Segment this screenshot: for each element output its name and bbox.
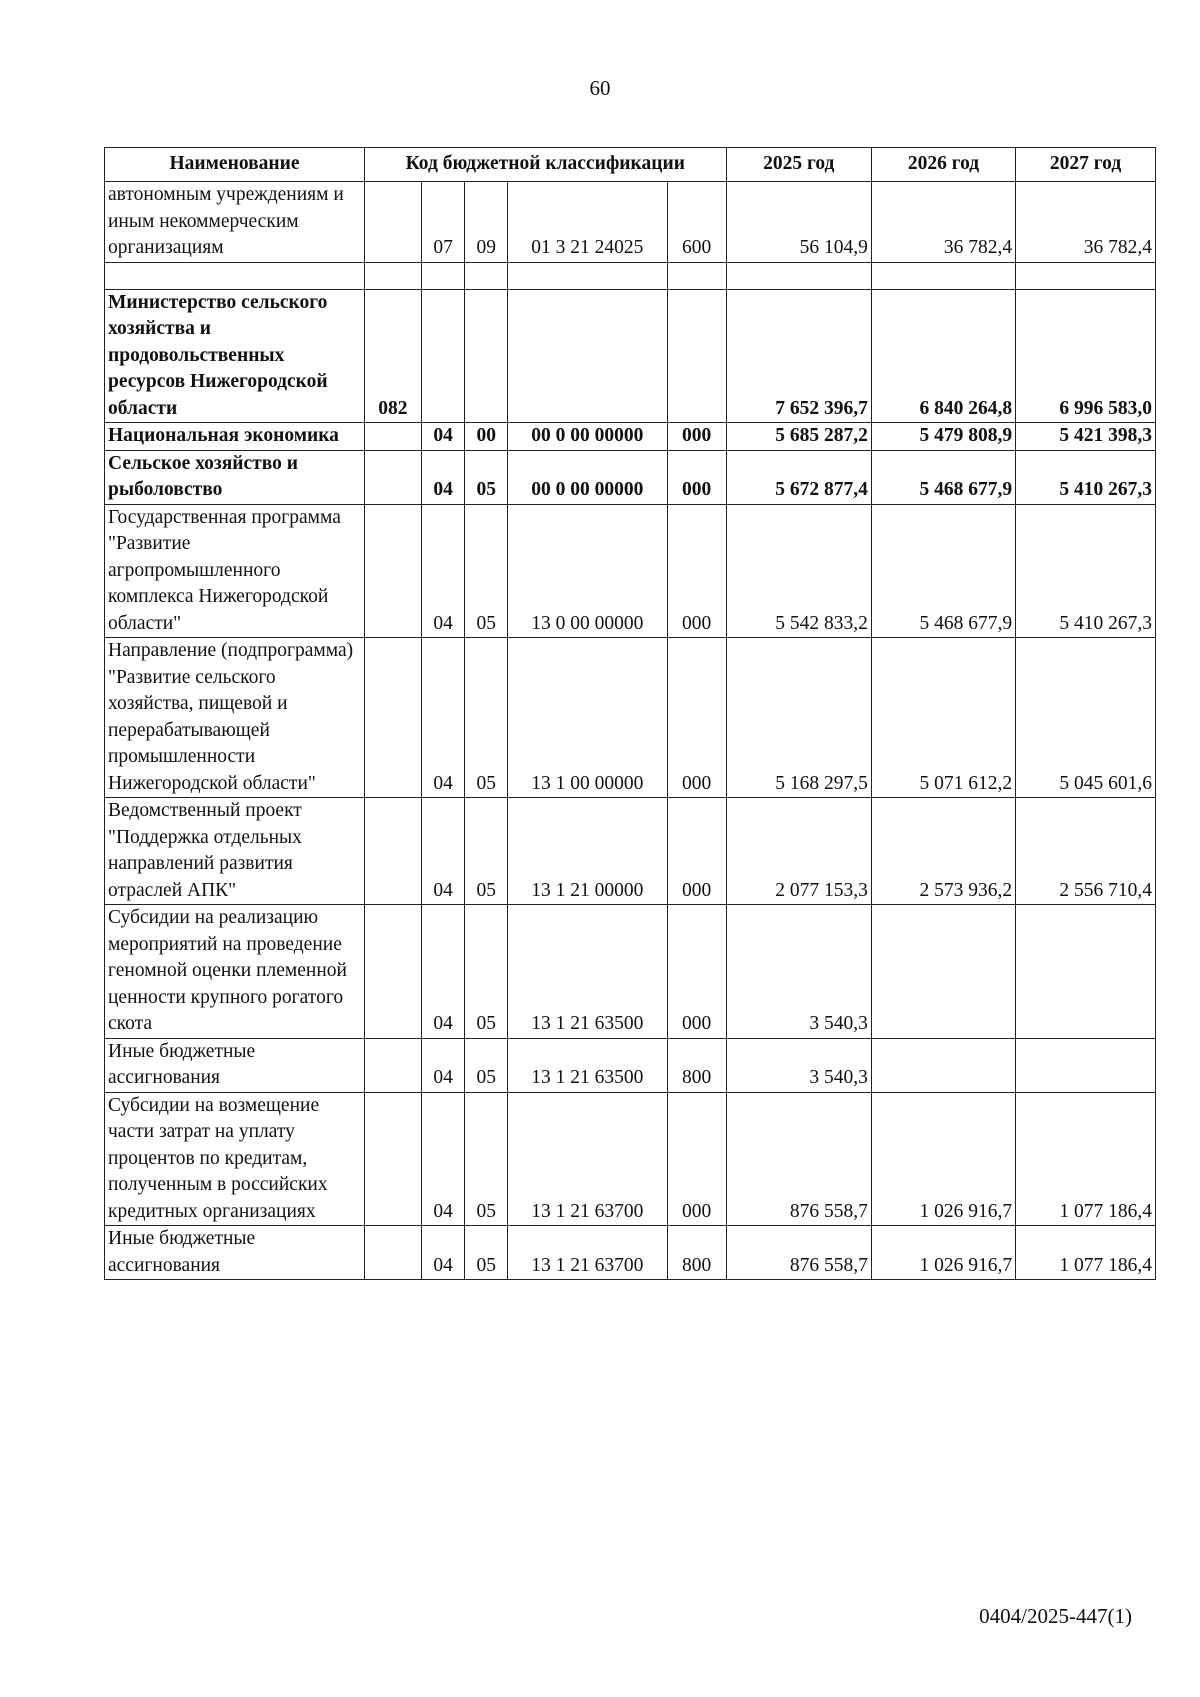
subsection-code [465, 289, 508, 423]
section-code: 04 [421, 1226, 465, 1280]
subsection-code: 09 [465, 182, 508, 263]
header-2027: 2027 год [1016, 148, 1156, 182]
section-code: 07 [421, 182, 465, 263]
amount-2027: 5 410 267,3 [1016, 504, 1156, 638]
row-name: Министерство сельского хозяйства и продовольственных ресурсов Нижегородской области [105, 289, 365, 423]
amount-2026: 2 573 936,2 [871, 798, 1015, 905]
table-row [105, 289, 1156, 423]
ministry-code [365, 504, 422, 638]
amount-2026: 5 071 612,2 [871, 638, 1015, 798]
amount-2025: 5 168 297,5 [726, 638, 871, 798]
row-name: Субсидии на возмещение части затрат на уплату процентов по кредитам, полученным в российских кредитных организациях [105, 1092, 365, 1226]
row-name: Ведомственный проект "Поддержка отдельных направлений развития отраслей АПК" [105, 798, 365, 905]
expense-type-code: 000 [667, 1092, 726, 1226]
table-row [105, 504, 1156, 638]
amount-2026: 1 026 916,7 [871, 1226, 1015, 1280]
amount-2025: 2 077 153,3 [726, 798, 871, 905]
ministry-code [365, 450, 422, 504]
ministry-code [365, 1092, 422, 1226]
ministry-code [365, 182, 422, 263]
target-article-code: 00 0 00 00000 [508, 423, 667, 451]
amount-2025: 876 558,7 [726, 1226, 871, 1280]
table-row [105, 638, 1156, 798]
header-name: Наименование [105, 148, 365, 182]
row-name: Иные бюджетные ассигнования [105, 1038, 365, 1092]
table-row [105, 182, 1156, 263]
amount-2026: 1 026 916,7 [871, 1092, 1015, 1226]
amount-2025 [726, 262, 871, 289]
amount-2027: 1 077 186,4 [1016, 1092, 1156, 1226]
ministry-code [365, 905, 422, 1039]
header-2025: 2025 год [726, 148, 871, 182]
table-body [105, 182, 1156, 1280]
target-article-code: 13 1 00 00000 [508, 638, 667, 798]
target-article-code: 00 0 00 00000 [508, 450, 667, 504]
amount-2027 [1016, 262, 1156, 289]
page-number: 60 [589, 76, 611, 100]
spacer-row [105, 262, 1156, 289]
amount-2027: 5 421 398,3 [1016, 423, 1156, 451]
amount-2026: 5 468 677,9 [871, 450, 1015, 504]
amount-2027: 36 782,4 [1016, 182, 1156, 263]
amount-2025: 3 540,3 [726, 905, 871, 1039]
expense-type-code [667, 289, 726, 423]
table-row [105, 1092, 1156, 1226]
amount-2026 [871, 1038, 1015, 1092]
ministry-code [365, 638, 422, 798]
table-row [105, 1038, 1156, 1092]
section-code [421, 262, 465, 289]
amount-2025: 5 685 287,2 [726, 423, 871, 451]
ministry-code [365, 423, 422, 451]
ministry-code: 082 [365, 289, 422, 423]
table-row [105, 450, 1156, 504]
amount-2027: 5 410 267,3 [1016, 450, 1156, 504]
amount-2026 [871, 905, 1015, 1039]
expense-type-code: 800 [667, 1038, 726, 1092]
amount-2026 [871, 262, 1015, 289]
section-code: 04 [421, 905, 465, 1039]
subsection-code [465, 262, 508, 289]
subsection-code: 05 [465, 638, 508, 798]
amount-2026: 5 479 808,9 [871, 423, 1015, 451]
section-code: 04 [421, 1092, 465, 1226]
subsection-code: 05 [465, 905, 508, 1039]
document-code: 0404/2025-447(1) [979, 1604, 1132, 1628]
amount-2027: 6 996 583,0 [1016, 289, 1156, 423]
expense-type-code: 600 [667, 182, 726, 263]
row-name [105, 262, 365, 289]
target-article-code [508, 289, 667, 423]
ministry-code [365, 262, 422, 289]
subsection-code: 05 [465, 798, 508, 905]
expense-type-code: 000 [667, 798, 726, 905]
amount-2027: 2 556 710,4 [1016, 798, 1156, 905]
header-2026: 2026 год [871, 148, 1015, 182]
amount-2026: 6 840 264,8 [871, 289, 1015, 423]
row-name: Направление (подпрограмма) "Развитие сельского хозяйства, пищевой и перерабатывающей промышленности Нижегородской области" [105, 638, 365, 798]
subsection-code: 00 [465, 423, 508, 451]
target-article-code: 01 3 21 24025 [508, 182, 667, 263]
table-row [105, 423, 1156, 451]
expense-type-code: 000 [667, 905, 726, 1039]
table-row [105, 1226, 1156, 1280]
expense-type-code: 800 [667, 1226, 726, 1280]
expense-type-code: 000 [667, 450, 726, 504]
target-article-code: 13 1 21 00000 [508, 798, 667, 905]
target-article-code [508, 262, 667, 289]
amount-2027 [1016, 905, 1156, 1039]
expense-type-code: 000 [667, 423, 726, 451]
amount-2026: 5 468 677,9 [871, 504, 1015, 638]
amount-2025: 5 672 877,4 [726, 450, 871, 504]
section-code: 04 [421, 798, 465, 905]
row-name: Сельское хозяйство и рыболовство [105, 450, 365, 504]
section-code [421, 289, 465, 423]
expense-type-code [667, 262, 726, 289]
subsection-code: 05 [465, 1092, 508, 1226]
expense-type-code: 000 [667, 638, 726, 798]
section-code: 04 [421, 504, 465, 638]
target-article-code: 13 1 21 63500 [508, 1038, 667, 1092]
budget-table [104, 147, 1156, 1280]
row-name: Иные бюджетные ассигнования [105, 1226, 365, 1280]
amount-2027: 5 045 601,6 [1016, 638, 1156, 798]
section-code: 04 [421, 423, 465, 451]
subsection-code: 05 [465, 504, 508, 638]
target-article-code: 13 1 21 63500 [508, 905, 667, 1039]
header-code: Код бюджетной классификации [365, 148, 727, 182]
table-row [105, 798, 1156, 905]
ministry-code [365, 1038, 422, 1092]
amount-2025: 5 542 833,2 [726, 504, 871, 638]
row-name: Субсидии на реализацию мероприятий на проведение геномной оценки племенной ценности крупного рогатого скота [105, 905, 365, 1039]
row-name: Государственная программа "Развитие агропромышленного комплекса Нижегородской области" [105, 504, 365, 638]
ministry-code [365, 1226, 422, 1280]
amount-2025: 3 540,3 [726, 1038, 871, 1092]
subsection-code: 05 [465, 450, 508, 504]
amount-2025: 7 652 396,7 [726, 289, 871, 423]
subsection-code: 05 [465, 1226, 508, 1280]
row-name: Национальная экономика [105, 423, 365, 451]
section-code: 04 [421, 638, 465, 798]
amount-2025: 876 558,7 [726, 1092, 871, 1226]
row-name: автономным учреждениям и иным некоммерческим организациям [105, 182, 365, 263]
amount-2026: 36 782,4 [871, 182, 1015, 263]
section-code: 04 [421, 450, 465, 504]
amount-2025: 56 104,9 [726, 182, 871, 263]
target-article-code: 13 0 00 00000 [508, 504, 667, 638]
subsection-code: 05 [465, 1038, 508, 1092]
target-article-code: 13 1 21 63700 [508, 1226, 667, 1280]
expense-type-code: 000 [667, 504, 726, 638]
amount-2027 [1016, 1038, 1156, 1092]
table-header-row [105, 148, 1156, 182]
amount-2027: 1 077 186,4 [1016, 1226, 1156, 1280]
table-row [105, 905, 1156, 1039]
target-article-code: 13 1 21 63700 [508, 1092, 667, 1226]
ministry-code [365, 798, 422, 905]
section-code: 04 [421, 1038, 465, 1092]
